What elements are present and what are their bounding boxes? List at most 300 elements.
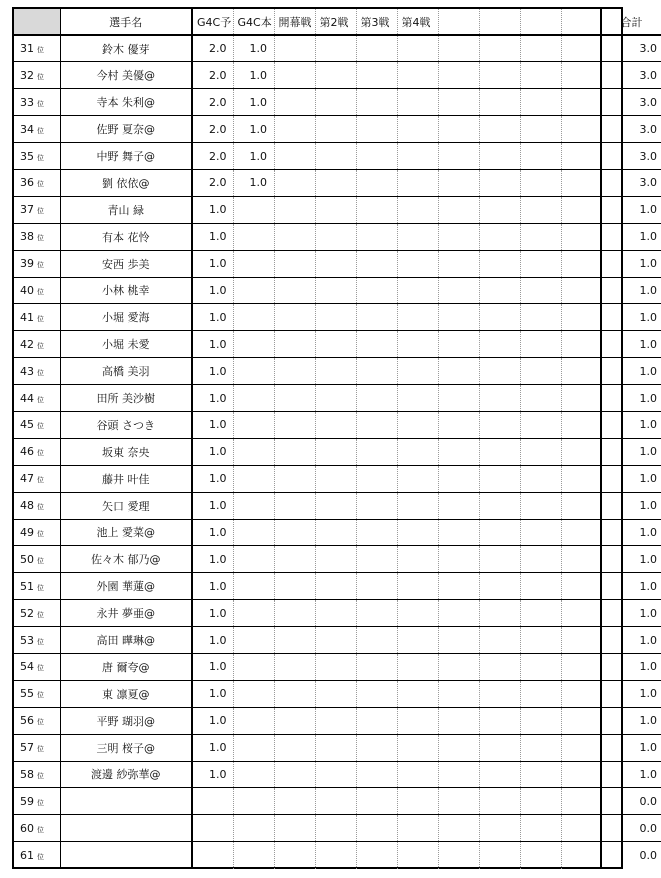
score-cell — [356, 734, 397, 761]
rank-cell — [14, 223, 60, 250]
total-cell: 1.0 — [601, 277, 661, 304]
rank-cell — [14, 35, 60, 62]
table-row — [14, 627, 661, 654]
total-cell: 1.0 — [601, 627, 661, 654]
score-cell — [315, 62, 356, 89]
score-cell: 1.0 — [192, 385, 233, 412]
score-cell — [520, 653, 561, 680]
table-row — [14, 815, 661, 842]
score-cell — [397, 492, 438, 519]
event-header: 第3戦 — [356, 9, 397, 35]
table-row — [14, 761, 661, 788]
score-cell — [561, 62, 601, 89]
score-cell — [233, 707, 274, 734]
score-cell — [520, 304, 561, 331]
score-cell — [356, 277, 397, 304]
score-cell — [479, 842, 520, 869]
table-row — [14, 600, 661, 627]
score-cell — [561, 358, 601, 385]
score-cell — [233, 223, 274, 250]
player-name: 今村 美優@ — [60, 62, 192, 89]
score-cell — [520, 707, 561, 734]
rank-number: 43 — [20, 364, 34, 378]
rank-header — [14, 9, 60, 35]
score-cell — [561, 169, 601, 196]
score-cell: 1.0 — [192, 277, 233, 304]
total-cell: 0.0 — [601, 788, 661, 815]
score-cell — [315, 627, 356, 654]
event-header — [520, 9, 561, 35]
score-cell — [520, 143, 561, 170]
score-cell — [233, 653, 274, 680]
event-header — [561, 9, 601, 35]
score-cell — [397, 62, 438, 89]
player-name: 劉 依依@ — [60, 169, 192, 196]
player-name: 中野 舞子@ — [60, 143, 192, 170]
rank-cell — [14, 62, 60, 89]
score-cell — [356, 788, 397, 815]
score-cell — [233, 815, 274, 842]
event-header: G4C予 — [192, 9, 233, 35]
score-cell — [561, 600, 601, 627]
score-cell: 1.0 — [233, 143, 274, 170]
total-cell: 3.0 — [601, 116, 661, 143]
score-cell — [397, 89, 438, 116]
table-row — [14, 573, 661, 600]
score-cell — [479, 465, 520, 492]
rank-number: 51 — [20, 579, 34, 593]
score-cell — [356, 815, 397, 842]
score-cell — [438, 277, 479, 304]
score-cell — [315, 438, 356, 465]
score-cell — [315, 35, 356, 62]
score-cell — [233, 492, 274, 519]
event-header — [479, 9, 520, 35]
score-cell — [356, 116, 397, 143]
total-cell: 0.0 — [639, 848, 657, 862]
score-cell — [438, 169, 479, 196]
total-cell: 1.0 — [601, 573, 661, 600]
rank-cell — [14, 842, 60, 869]
table-row — [14, 358, 661, 385]
total-cell: 1.0 — [601, 707, 661, 734]
rank-suffix: 位 — [37, 852, 44, 861]
rank-suffix: 位 — [37, 72, 44, 81]
table-row — [14, 62, 661, 89]
score-cell: 1.0 — [192, 411, 233, 438]
total-cell: 1.0 — [601, 734, 661, 761]
rank-cell — [14, 331, 60, 358]
score-cell — [479, 385, 520, 412]
score-cell — [438, 734, 479, 761]
score-cell: 1.0 — [192, 573, 233, 600]
player-name: 谷頭 さつき — [60, 411, 192, 438]
rank-number: 52 — [20, 606, 34, 620]
rank-number: 34 — [20, 122, 34, 136]
score-cell — [520, 411, 561, 438]
player-name: 外園 華蓮@ — [60, 573, 192, 600]
score-cell — [274, 600, 315, 627]
player-name: 永井 夢亜@ — [60, 600, 192, 627]
score-cell — [356, 438, 397, 465]
total-cell: 1.0 — [601, 196, 661, 223]
score-cell — [274, 734, 315, 761]
player-name: 佐々木 郁乃@ — [60, 546, 192, 573]
rank-cell — [14, 169, 60, 196]
rank-cell — [14, 788, 60, 815]
event-header: 第2戦 — [315, 9, 356, 35]
score-cell — [561, 223, 601, 250]
score-cell — [356, 492, 397, 519]
score-cell — [356, 627, 397, 654]
score-cell — [397, 761, 438, 788]
score-cell — [561, 627, 601, 654]
rank-suffix: 位 — [37, 771, 44, 780]
rank-cell — [14, 627, 60, 654]
score-cell — [561, 653, 601, 680]
name-header: 選手名 — [60, 9, 192, 35]
score-cell: 2.0 — [192, 62, 233, 89]
score-cell — [520, 573, 561, 600]
score-cell — [315, 411, 356, 438]
rank-number: 49 — [20, 525, 34, 539]
score-cell — [274, 465, 315, 492]
score-cell — [561, 465, 601, 492]
score-cell — [520, 627, 561, 654]
score-cell — [397, 788, 438, 815]
total-cell: 1.0 — [601, 438, 661, 465]
score-cell — [356, 680, 397, 707]
score-cell — [397, 438, 438, 465]
score-cell — [520, 734, 561, 761]
score-cell — [274, 627, 315, 654]
table-row — [14, 465, 661, 492]
score-cell: 1.0 — [192, 331, 233, 358]
rank-suffix: 位 — [37, 449, 44, 458]
score-cell — [520, 223, 561, 250]
score-cell: 2.0 — [192, 89, 233, 116]
score-cell — [397, 411, 438, 438]
score-cell — [274, 116, 315, 143]
table-row — [14, 116, 661, 143]
score-cell — [356, 842, 397, 869]
rank-cell — [14, 358, 60, 385]
score-cell — [315, 358, 356, 385]
table-row — [14, 331, 661, 358]
rank-suffix: 位 — [37, 287, 44, 296]
rank-cell — [14, 519, 60, 546]
total-cell: 1.0 — [601, 680, 661, 707]
score-cell — [479, 277, 520, 304]
rank-cell — [14, 438, 60, 465]
score-cell — [438, 196, 479, 223]
score-cell — [356, 573, 397, 600]
rank-suffix: 位 — [37, 368, 44, 377]
rank-suffix: 位 — [37, 341, 44, 350]
score-cell — [356, 465, 397, 492]
score-cell: 1.0 — [192, 438, 233, 465]
table-row — [14, 250, 661, 277]
score-cell — [315, 600, 356, 627]
score-cell — [233, 277, 274, 304]
score-cell: 1.0 — [192, 492, 233, 519]
score-cell — [356, 546, 397, 573]
rank-suffix: 位 — [37, 556, 44, 565]
score-cell — [561, 35, 601, 62]
rank-suffix: 位 — [37, 798, 44, 807]
score-cell: 2.0 — [192, 35, 233, 62]
rank-number: 56 — [20, 714, 34, 728]
rank-number: 57 — [20, 741, 34, 755]
score-cell — [397, 304, 438, 331]
score-cell — [479, 196, 520, 223]
rank-suffix: 位 — [37, 718, 44, 727]
score-cell — [192, 815, 233, 842]
score-cell — [192, 842, 233, 869]
score-cell — [315, 143, 356, 170]
score-cell — [397, 385, 438, 412]
score-cell — [397, 35, 438, 62]
player-name: 安西 歩美 — [60, 250, 192, 277]
header-row — [14, 9, 661, 35]
score-cell — [356, 223, 397, 250]
score-cell — [479, 627, 520, 654]
score-cell — [356, 89, 397, 116]
score-cell — [356, 35, 397, 62]
score-cell — [479, 35, 520, 62]
event-header: G4C本 — [233, 9, 274, 35]
score-cell — [233, 519, 274, 546]
rank-cell — [14, 653, 60, 680]
score-cell — [479, 438, 520, 465]
score-cell — [438, 116, 479, 143]
score-cell — [315, 707, 356, 734]
score-cell — [520, 788, 561, 815]
score-cell — [274, 358, 315, 385]
score-cell — [520, 35, 561, 62]
total-cell: 3.0 — [601, 89, 661, 116]
score-cell — [274, 573, 315, 600]
score-cell — [520, 600, 561, 627]
score-cell — [520, 519, 561, 546]
player-name: 高橋 美羽 — [60, 358, 192, 385]
score-cell — [479, 143, 520, 170]
total-cell: 1.0 — [601, 250, 661, 277]
total-cell: 1.0 — [601, 600, 661, 627]
rank-cell — [14, 411, 60, 438]
score-cell — [438, 707, 479, 734]
player-name: 青山 緑 — [60, 196, 192, 223]
rank-suffix: 位 — [37, 422, 44, 431]
score-cell — [356, 653, 397, 680]
rank-suffix: 位 — [37, 234, 44, 243]
score-cell — [561, 734, 601, 761]
score-cell — [520, 250, 561, 277]
score-cell — [356, 304, 397, 331]
score-cell — [438, 223, 479, 250]
score-cell — [397, 277, 438, 304]
table-row — [14, 653, 661, 680]
score-cell — [233, 385, 274, 412]
rank-suffix: 位 — [37, 583, 44, 592]
player-name: 佐野 夏奈@ — [60, 116, 192, 143]
rank-cell — [14, 143, 60, 170]
rank-number: 45 — [20, 418, 34, 432]
rank-suffix: 位 — [37, 261, 44, 270]
score-cell: 2.0 — [192, 143, 233, 170]
score-cell — [315, 842, 356, 869]
score-cell — [233, 842, 274, 869]
score-cell — [397, 169, 438, 196]
standings-table — [14, 9, 661, 869]
score-cell — [233, 331, 274, 358]
standings-body — [14, 35, 661, 869]
score-cell — [274, 385, 315, 412]
score-cell — [479, 653, 520, 680]
table-row — [14, 438, 661, 465]
total-cell: 3.0 — [601, 62, 661, 89]
player-name: 藤井 叶佳 — [60, 465, 192, 492]
score-cell — [274, 680, 315, 707]
event-header: 開幕戦 — [274, 9, 315, 35]
score-cell — [315, 573, 356, 600]
score-cell — [561, 546, 601, 573]
rank-suffix: 位 — [37, 99, 44, 108]
score-cell — [438, 815, 479, 842]
score-cell — [274, 842, 315, 869]
score-cell — [438, 358, 479, 385]
rank-cell — [14, 680, 60, 707]
score-cell: 1.0 — [192, 223, 233, 250]
score-cell — [356, 358, 397, 385]
event-header — [438, 9, 479, 35]
rank-suffix: 位 — [37, 637, 44, 646]
score-cell — [520, 438, 561, 465]
score-cell — [356, 761, 397, 788]
table-row — [14, 707, 661, 734]
score-cell — [438, 653, 479, 680]
score-cell — [438, 438, 479, 465]
score-cell — [274, 788, 315, 815]
score-cell: 2.0 — [192, 116, 233, 143]
score-cell — [561, 304, 601, 331]
score-cell — [233, 788, 274, 815]
rank-suffix: 位 — [37, 691, 44, 700]
player-name: 鈴木 優芽 — [60, 35, 192, 62]
rank-suffix: 位 — [37, 610, 44, 619]
rank-number: 33 — [20, 95, 34, 109]
score-cell — [479, 169, 520, 196]
table-row — [14, 385, 661, 412]
score-cell — [274, 519, 315, 546]
rank-number: 58 — [20, 767, 34, 781]
score-cell — [397, 734, 438, 761]
rank-cell — [14, 600, 60, 627]
rank-number: 59 — [20, 794, 34, 808]
total-cell: 1.0 — [601, 304, 661, 331]
score-cell — [438, 250, 479, 277]
rank-number: 48 — [20, 499, 34, 513]
table-row — [14, 519, 661, 546]
score-cell — [438, 304, 479, 331]
score-cell: 1.0 — [192, 680, 233, 707]
score-cell — [274, 492, 315, 519]
total-cell: 1.0 — [601, 653, 661, 680]
score-cell — [356, 196, 397, 223]
score-cell — [356, 519, 397, 546]
score-cell — [274, 62, 315, 89]
score-cell — [520, 385, 561, 412]
score-cell — [561, 842, 601, 869]
score-cell — [438, 627, 479, 654]
score-cell — [479, 761, 520, 788]
score-cell — [397, 143, 438, 170]
rank-cell — [14, 196, 60, 223]
score-cell — [479, 304, 520, 331]
score-cell — [561, 116, 601, 143]
rank-number: 38 — [20, 230, 34, 244]
score-cell — [479, 788, 520, 815]
score-cell — [438, 680, 479, 707]
table-row — [14, 492, 661, 519]
total-cell: 1.0 — [601, 761, 661, 788]
score-cell — [438, 842, 479, 869]
score-cell — [479, 546, 520, 573]
score-cell — [561, 573, 601, 600]
score-cell — [233, 196, 274, 223]
score-cell — [233, 465, 274, 492]
table-row — [14, 143, 661, 170]
score-cell — [479, 815, 520, 842]
score-cell — [438, 465, 479, 492]
score-cell — [520, 680, 561, 707]
player-name: 渡邊 紗弥華@ — [60, 761, 192, 788]
player-name: 小堀 未愛 — [60, 331, 192, 358]
score-cell — [438, 519, 479, 546]
rank-cell — [14, 385, 60, 412]
player-name: 三明 桜子@ — [60, 734, 192, 761]
score-cell — [479, 492, 520, 519]
player-name: 小堀 愛海 — [60, 304, 192, 331]
score-cell — [479, 116, 520, 143]
score-cell — [315, 492, 356, 519]
player-name — [60, 788, 192, 815]
rank-cell — [14, 546, 60, 573]
score-cell — [520, 492, 561, 519]
total-cell: 1.0 — [601, 546, 661, 573]
rank-cell — [14, 734, 60, 761]
score-cell — [479, 680, 520, 707]
rank-number: 55 — [20, 687, 34, 701]
score-cell — [315, 465, 356, 492]
score-cell — [561, 492, 601, 519]
score-cell — [315, 250, 356, 277]
player-name: 田所 美沙樹 — [60, 385, 192, 412]
score-cell — [274, 277, 315, 304]
score-cell — [397, 223, 438, 250]
score-cell — [315, 89, 356, 116]
score-cell — [438, 761, 479, 788]
score-cell — [561, 411, 601, 438]
total-cell: 1.0 — [601, 385, 661, 412]
rank-suffix: 位 — [37, 745, 44, 754]
score-cell — [315, 223, 356, 250]
score-cell — [397, 815, 438, 842]
score-cell — [520, 196, 561, 223]
score-cell — [274, 653, 315, 680]
score-cell — [438, 546, 479, 573]
rank-cell — [14, 250, 60, 277]
